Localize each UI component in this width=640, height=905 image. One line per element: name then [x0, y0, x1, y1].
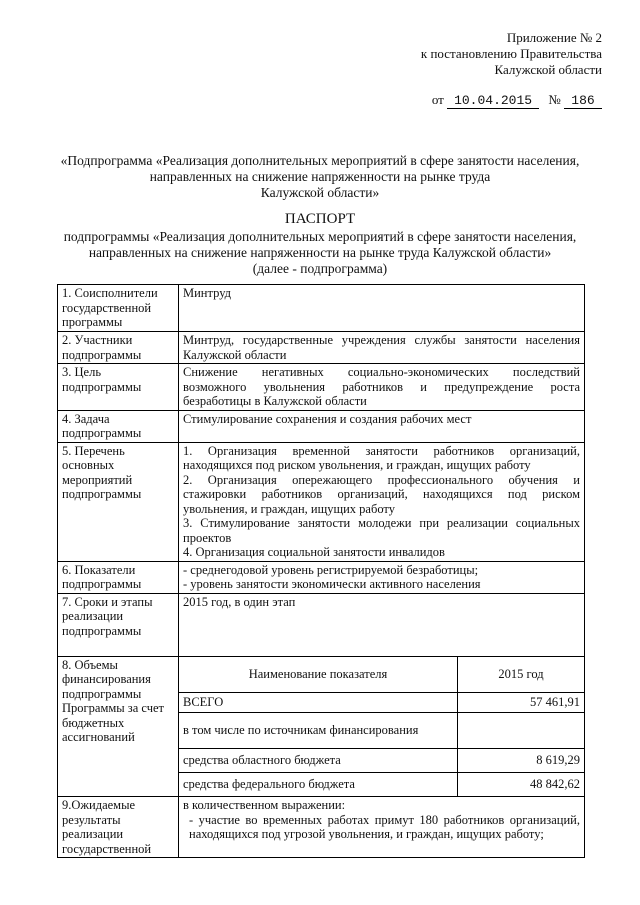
subprogram-title [40, 153, 600, 201]
row-content [179, 561, 585, 593]
financing-row [179, 693, 584, 713]
financing-value: 8 619,29 [458, 748, 585, 772]
financing-header-row [179, 657, 584, 693]
decree-date-line [432, 92, 602, 109]
date-prefix: от [431, 92, 444, 107]
table-row [58, 285, 585, 332]
passport-heading: ПАСПОРТ [284, 211, 356, 227]
financing-table [179, 657, 584, 797]
indicator-item: - уровень занятости экономически активного населения [183, 577, 481, 591]
financing-row [179, 772, 584, 796]
row-label: 6. Показатели подпрограммы [58, 561, 179, 593]
col-year-header: 2015 год [458, 657, 585, 693]
row-label: 3. Цель подпрограммы [58, 364, 179, 411]
indicator-item: - среднегодовой уровень регистрируемой безработицы; [183, 562, 479, 577]
table-row [58, 442, 585, 561]
row-content: 2015 год, в один этап [179, 593, 585, 656]
row-label: 8. Объемы финансирования подпрограммы Программы за счет бюджетных ассигнований [58, 656, 179, 797]
passport-table [57, 284, 585, 858]
row-content [179, 442, 585, 561]
row-label: 9.Ожидаемые результаты реализации государственной [58, 797, 179, 858]
appendix-region: Калужской области [494, 62, 602, 77]
subprogram-title-line: Калужской области» [260, 185, 380, 200]
passport-subtitle-line: направленных на снижение напряженности на рынке труда Калужской области» [88, 245, 552, 260]
financing-value: 57 461,91 [458, 693, 585, 713]
financing-name: в том числе по источникам финансирования [179, 712, 458, 748]
row-content: Снижение негативных социально-экономических последствий возможного увольнения работников и предупреждение роста безработицы в Калужской области [179, 364, 585, 411]
row-label: 7. Сроки и этапы реализации подпрограммы [58, 593, 179, 656]
decree-date: 10.04.2015 [447, 93, 539, 109]
row-content: Стимулирование сохранения и создания рабочих мест [179, 410, 585, 442]
table-row [58, 364, 585, 411]
table-row [58, 593, 585, 656]
row-label: 2. Участники подпрограммы [58, 332, 179, 364]
appendix-header [421, 30, 602, 78]
row-label: 1. Соисполнители государственной программы [58, 285, 179, 332]
row-content [179, 797, 585, 858]
table-row [58, 656, 585, 797]
financing-name: средства федерального бюджета [179, 772, 458, 796]
passport-subtitle-line: подпрограммы «Реализация дополнительных мероприятий в сфере занятости населения, [63, 229, 577, 244]
results-intro: в количественном выражении: [183, 798, 346, 812]
row-content: Минтруд, государственные учреждения службы занятости населения Калужской области [179, 332, 585, 364]
decree-number: 186 [564, 93, 602, 109]
appendix-number: Приложение № 2 [506, 30, 602, 45]
financing-row [179, 748, 584, 772]
financing-value: 48 842,62 [458, 772, 585, 796]
activity-item: 4. Организация социальной занятости инвалидов [183, 545, 445, 559]
financing-cell [179, 656, 585, 797]
table-row [58, 410, 585, 442]
passport-subtitle-line: (далее - подпрограмма) [252, 261, 388, 276]
results-item: - участие во временных работах примут 180 работников организаций, находящихся под угрозой увольнения, и граждан, ищущих работу; [189, 812, 580, 841]
financing-row [179, 712, 584, 748]
col-name-header: Наименование показателя [179, 657, 458, 693]
row-label: 5. Перечень основных мероприятий подпрограммы [58, 442, 179, 561]
subprogram-title-line: «Подпрограмма «Реализация дополнительных мероприятий в сфере занятости населения, [60, 153, 580, 168]
number-prefix: № [548, 92, 561, 107]
appendix-decree: к постановлению Правительства [420, 46, 602, 61]
financing-name: ВСЕГО [179, 693, 458, 713]
table-row [58, 797, 585, 858]
financing-name: средства областного бюджета [179, 748, 458, 772]
table-row [58, 561, 585, 593]
row-content: Минтруд [179, 285, 585, 332]
row-label: 4. Задача подпрограммы [58, 410, 179, 442]
passport-subtitle [40, 229, 600, 277]
subprogram-title-line: направленных на снижение напряженности на рынке труда [149, 169, 491, 184]
activity-item: 2. Организация опережающего профессионального обучения и стажировки работников организаций, находящихся под риском увольнения, и граждан, ищущих работу [183, 472, 580, 516]
activity-item: 1. Организация временной занятости работников организаций, находящихся под риском увольнения, и граждан, ищущих работу [183, 443, 580, 472]
table-row [58, 332, 585, 364]
financing-value [458, 712, 585, 748]
activity-item: 3. Стимулирование занятости молодежи при реализации социальных проектов [183, 516, 580, 545]
